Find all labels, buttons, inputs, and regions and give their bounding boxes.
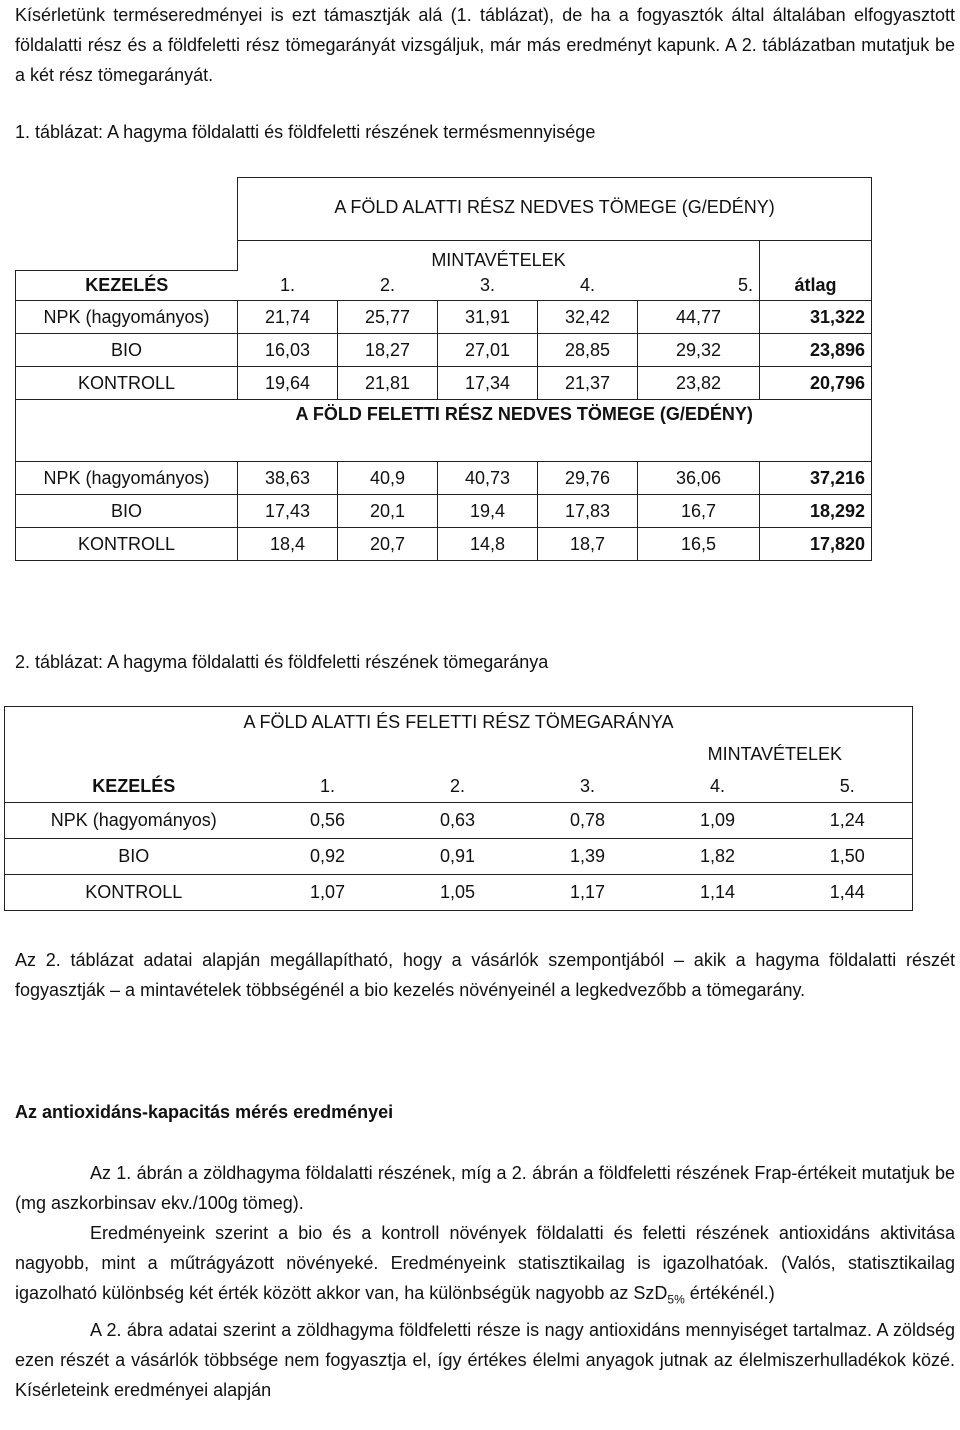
- table1-col-header: 5.: [737, 274, 753, 295]
- table-row: [16, 528, 872, 561]
- table2-treatment-header: KEZELÉS: [5, 771, 263, 803]
- table-cell: 36,06: [638, 462, 760, 495]
- row-label: NPK (hagyományos): [16, 301, 238, 334]
- table1: [15, 177, 872, 561]
- table-cell: 0,91: [393, 839, 523, 875]
- table-cell: 17,34: [438, 367, 538, 400]
- table-cell: 18,7: [538, 528, 638, 561]
- table-cell: 16,5: [638, 528, 760, 561]
- body-paragraph-2-subscript: 5%: [667, 1292, 685, 1307]
- avg-cell: 20,796: [760, 367, 872, 400]
- table-row: [16, 462, 872, 495]
- table-cell: 0,92: [263, 839, 393, 875]
- table2-header-row: [5, 771, 913, 803]
- table-cell: 16,7: [638, 495, 760, 528]
- after-table-paragraph: Az 2. táblázat adatai alapján megállapítható, hogy a vásárlók szempontjából – akik a hagyma földalatti részét fogyasztják – a mintavételek többségénél a bio kezelés növényeinél a legkedvezőbb a tömegarány.: [15, 950, 955, 1000]
- table-cell: 1,39: [523, 839, 653, 875]
- table1-col-header: 1.: [279, 274, 295, 295]
- table-row: [16, 301, 872, 334]
- row-label: KONTROLL: [16, 528, 238, 561]
- table-cell: 21,74: [238, 301, 338, 334]
- table-row: [16, 367, 872, 400]
- table-cell: 19,4: [438, 495, 538, 528]
- avg-cell: 23,896: [760, 334, 872, 367]
- table-cell: 44,77: [638, 301, 760, 334]
- table-row: [5, 839, 913, 875]
- table-cell: 31,91: [438, 301, 538, 334]
- table-cell: 18,4: [238, 528, 338, 561]
- table-cell: 18,27: [338, 334, 438, 367]
- avg-cell: 17,820: [760, 528, 872, 561]
- table-cell: 23,82: [638, 367, 760, 400]
- table-row: [16, 334, 872, 367]
- table-cell: 27,01: [438, 334, 538, 367]
- table-cell: 16,03: [238, 334, 338, 367]
- table1-samples-label: MINTAVÉTELEK: [238, 241, 760, 271]
- table2-caption: 2. táblázat: A hagyma földalatti és földfeletti részének tömegaránya: [15, 652, 549, 672]
- table1-treatment-header: KEZELÉS: [16, 271, 238, 301]
- table1-col-header: 2.: [379, 274, 395, 295]
- table-cell: 25,77: [338, 301, 438, 334]
- table-cell: 1,07: [263, 875, 393, 911]
- avg-cell: 31,322: [760, 301, 872, 334]
- table-cell: 40,9: [338, 462, 438, 495]
- table1-avg-header: átlag: [760, 271, 872, 301]
- body-paragraph-2-end: értékénél.): [684, 1283, 775, 1303]
- table-row: [5, 803, 913, 839]
- table2: [4, 706, 913, 911]
- table-cell: 14,8: [438, 528, 538, 561]
- table-cell: 1,05: [393, 875, 523, 911]
- table-cell: 17,43: [238, 495, 338, 528]
- table-cell: 0,78: [523, 803, 653, 839]
- table-cell: 32,42: [538, 301, 638, 334]
- row-label: NPK (hagyományos): [5, 803, 263, 839]
- table1-section1-title-text: A FÖLD ALATTI RÉSZ NEDVES TÖMEGE (G/EDÉNY): [334, 197, 775, 217]
- table-cell: 1,24: [783, 803, 913, 839]
- row-label: KONTROLL: [5, 875, 263, 911]
- table-cell: 20,1: [338, 495, 438, 528]
- row-label: BIO: [16, 495, 238, 528]
- table1-caption: 1. táblázat: A hagyma földalatti és földfeletti részének termésmennyisége: [15, 122, 596, 142]
- row-label: KONTROLL: [16, 367, 238, 400]
- table-cell: 1,44: [783, 875, 913, 911]
- intro-paragraph: Kísérletünk terméseredményei is ezt támasztják alá (1. táblázat), de ha a fogyasztók által általában elfogyasztott földalatti rész és a földfeletti rész tömegarányát vizsgáljuk, már más eredményt kapunk. A 2. táblázatban mutatjuk be a két rész tömegarányát.: [15, 5, 955, 85]
- row-label: NPK (hagyományos): [16, 462, 238, 495]
- table-cell: 1,14: [653, 875, 783, 911]
- table-cell: 40,73: [438, 462, 538, 495]
- table2-col-header: 1.: [319, 775, 335, 796]
- body-paragraph-1: Az 1. ábrán a zöldhagyma földalatti részének, míg a 2. ábrán a földfeletti részének Frap-értékeit mutatjuk be (mg aszkorbinsav ekv./100g tömeg).: [15, 1163, 955, 1213]
- table-cell: 1,50: [783, 839, 913, 875]
- table-cell: 1,17: [523, 875, 653, 911]
- table-cell: 1,82: [653, 839, 783, 875]
- table2-col-header: 5.: [783, 771, 913, 803]
- table-row: [5, 875, 913, 911]
- avg-cell: 18,292: [760, 495, 872, 528]
- table2-title: A FÖLD ALATTI ÉS FELETTI RÉSZ TÖMEGARÁNYA: [5, 707, 913, 739]
- table1-col-header: 3.: [479, 274, 495, 295]
- table-cell: 29,32: [638, 334, 760, 367]
- table-cell: 29,76: [538, 462, 638, 495]
- body-paragraph-2-main: Eredményeink szerint a bio és a kontroll növények földalatti és feletti részének antioxidáns aktivitása nagyobb, mint a műtrágyázott növényeké. Eredményeink statisztikailag is igazolhatóak. (Valós, statisztikailag igazolható különbség két érték között akkor van, ha különbségük nagyobb az SzD: [15, 1223, 955, 1303]
- section-heading: Az antioxidáns-kapacitás mérés eredményei: [15, 1102, 394, 1122]
- table-cell: 17,83: [538, 495, 638, 528]
- table1-section1-title: [238, 178, 872, 241]
- body-text: [15, 1158, 955, 1405]
- table1-col-header: 4.: [579, 274, 595, 295]
- table2-col-header: 4.: [709, 775, 725, 796]
- table-cell: 1,09: [653, 803, 783, 839]
- table1-section2-title: A FÖLD FELETTI RÉSZ NEDVES TÖMEGE (G/EDÉNY): [238, 400, 872, 462]
- body-paragraph-3: A 2. ábra adatai szerint a zöldhagyma földfeletti része is nagy antioxidáns mennyiséget tartalmaz. A zöldség ezen részét a vásárlók többsége nem fogyasztja el, így értékes élelmi anyagok jutnak az élelmiszerhulladékok közé. Kísérleteink eredményei alapján: [15, 1319, 955, 1400]
- table2-col-header: 2.: [449, 775, 465, 796]
- table-cell: 21,81: [338, 367, 438, 400]
- table-cell: 20,7: [338, 528, 438, 561]
- table-cell: 19,64: [238, 367, 338, 400]
- table-cell: 0,56: [263, 803, 393, 839]
- avg-cell: 37,216: [760, 462, 872, 495]
- table2-col-header: 3.: [579, 775, 595, 796]
- table2-samples-label: MINTAVÉTELEK: [263, 739, 913, 771]
- table-cell: 0,63: [393, 803, 523, 839]
- table1-header-row: [16, 271, 872, 301]
- table-cell: 38,63: [238, 462, 338, 495]
- table-cell: 28,85: [538, 334, 638, 367]
- table-cell: 21,37: [538, 367, 638, 400]
- body-paragraph-2: [15, 1218, 955, 1315]
- table-row: [16, 495, 872, 528]
- row-label: BIO: [16, 334, 238, 367]
- row-label: BIO: [5, 839, 263, 875]
